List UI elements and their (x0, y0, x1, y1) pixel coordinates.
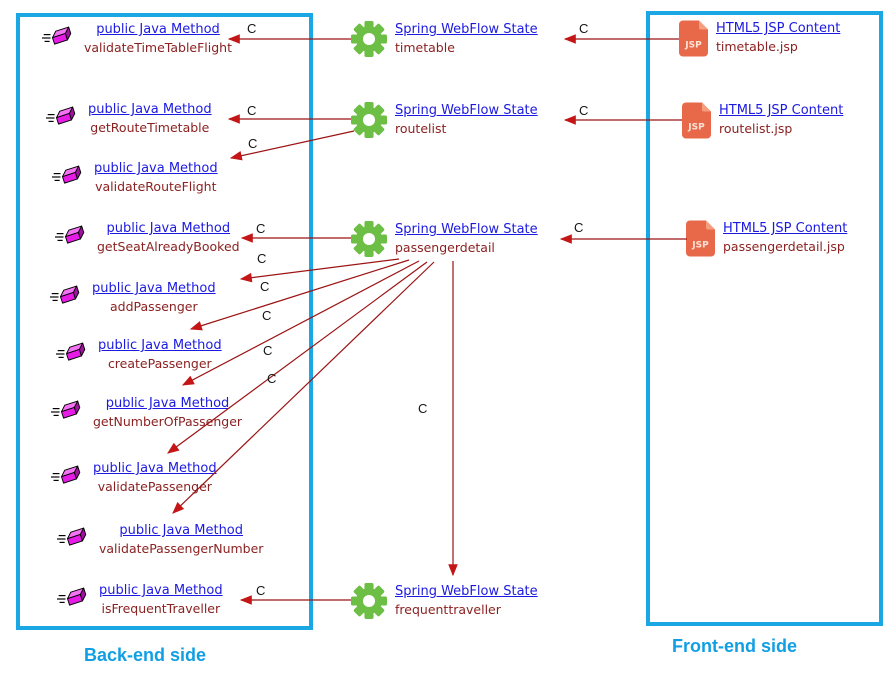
java-method-icon (46, 103, 80, 133)
state-link[interactable]: Spring WebFlow State (395, 22, 538, 37)
method-name: getNumberOfPassenger (93, 414, 243, 429)
connection-label: C (256, 583, 266, 598)
method-link[interactable]: public Java Method (99, 583, 223, 598)
method-link[interactable]: public Java Method (93, 461, 217, 476)
method-node-validatePassenger (51, 462, 217, 494)
connection-label: C (262, 308, 272, 323)
jsp-name: routelist.jsp (719, 121, 793, 136)
method-link[interactable]: public Java Method (88, 102, 212, 117)
connection-label: C (418, 401, 428, 416)
method-node-createPassenger (56, 339, 222, 371)
method-node-addPassenger (50, 282, 216, 314)
method-name: isFrequentTraveller (101, 601, 221, 616)
gear-icon (351, 221, 387, 257)
method-node-validateRouteFlight (52, 162, 218, 194)
method-node-validatePassengerNumber (57, 524, 263, 556)
java-method-icon (50, 282, 84, 312)
jsp-file-icon (682, 102, 711, 139)
java-method-icon (51, 462, 85, 492)
method-name: validatePassengerNumber (99, 541, 264, 556)
connection-label: C (574, 220, 584, 235)
java-method-icon (57, 524, 91, 554)
connection-label: C (579, 21, 589, 36)
jsp-node-passengerdetail (686, 220, 847, 257)
jsp-link[interactable]: HTML5 JSP Content (719, 103, 844, 118)
state-link[interactable]: Spring WebFlow State (395, 584, 538, 599)
method-name: validateRouteFlight (95, 179, 217, 194)
method-node-validateTimeTableFlight (42, 23, 232, 55)
jsp-node-timetable (679, 20, 840, 57)
java-method-icon (42, 23, 76, 53)
method-node-getNumberOfPassenger (51, 397, 242, 429)
state-name: frequenttraveller (395, 602, 501, 617)
state-name: routelist (395, 121, 447, 136)
jsp-name: passengerdetail.jsp (723, 239, 845, 254)
gear-icon (351, 102, 387, 138)
connection-label: C (263, 343, 273, 358)
state-name: timetable (395, 40, 455, 55)
java-method-icon (57, 584, 91, 614)
method-name: validateTimeTableFlight (84, 40, 232, 55)
method-name: getSeatAlreadyBooked (97, 239, 240, 254)
method-name: addPassenger (110, 299, 198, 314)
method-name: validatePassenger (97, 479, 212, 494)
method-node-getSeatAlreadyBooked (55, 222, 240, 254)
method-link[interactable]: public Java Method (94, 161, 218, 176)
gear-icon (351, 21, 387, 57)
state-link[interactable]: Spring WebFlow State (395, 222, 538, 237)
gear-icon (351, 583, 387, 619)
java-method-icon (56, 339, 90, 369)
jsp-file-icon (679, 20, 708, 57)
frontend-caption: Front-end side (672, 636, 797, 656)
state-node-frequenttraveller (351, 583, 538, 619)
method-link[interactable]: public Java Method (119, 523, 244, 538)
state-name: passengerdetail (395, 240, 495, 255)
method-name: getRouteTimetable (90, 120, 210, 135)
method-link[interactable]: public Java Method (105, 396, 230, 411)
connection-label: C (267, 371, 277, 386)
method-node-getRouteTimetable (46, 103, 212, 135)
state-node-timetable (351, 21, 538, 57)
connection-label: C (260, 279, 270, 294)
connection-label: C (257, 251, 267, 266)
method-node-isFrequentTraveller (57, 584, 223, 616)
backend-caption: Back-end side (84, 645, 207, 665)
jsp-name: timetable.jsp (716, 39, 798, 54)
method-name: createPassenger (107, 356, 212, 371)
method-link[interactable]: public Java Method (92, 281, 216, 296)
connection-label: C (256, 221, 266, 236)
java-method-icon (52, 162, 86, 192)
method-link[interactable]: public Java Method (96, 22, 220, 37)
jsp-file-icon (686, 220, 715, 257)
java-method-icon (51, 397, 85, 427)
java-method-icon (55, 222, 89, 252)
connection-label: C (248, 136, 258, 151)
connection-label: C (247, 103, 257, 118)
state-node-passengerdetail (351, 221, 538, 257)
connection-label: C (247, 21, 257, 36)
method-link[interactable]: public Java Method (98, 338, 222, 353)
jsp-link[interactable]: HTML5 JSP Content (723, 221, 848, 236)
jsp-link[interactable]: HTML5 JSP Content (716, 21, 841, 36)
state-link[interactable]: Spring WebFlow State (395, 103, 538, 118)
state-node-routelist (351, 102, 538, 138)
method-link[interactable]: public Java Method (106, 221, 231, 236)
jsp-node-routelist (682, 102, 843, 139)
connection-label: C (579, 103, 589, 118)
